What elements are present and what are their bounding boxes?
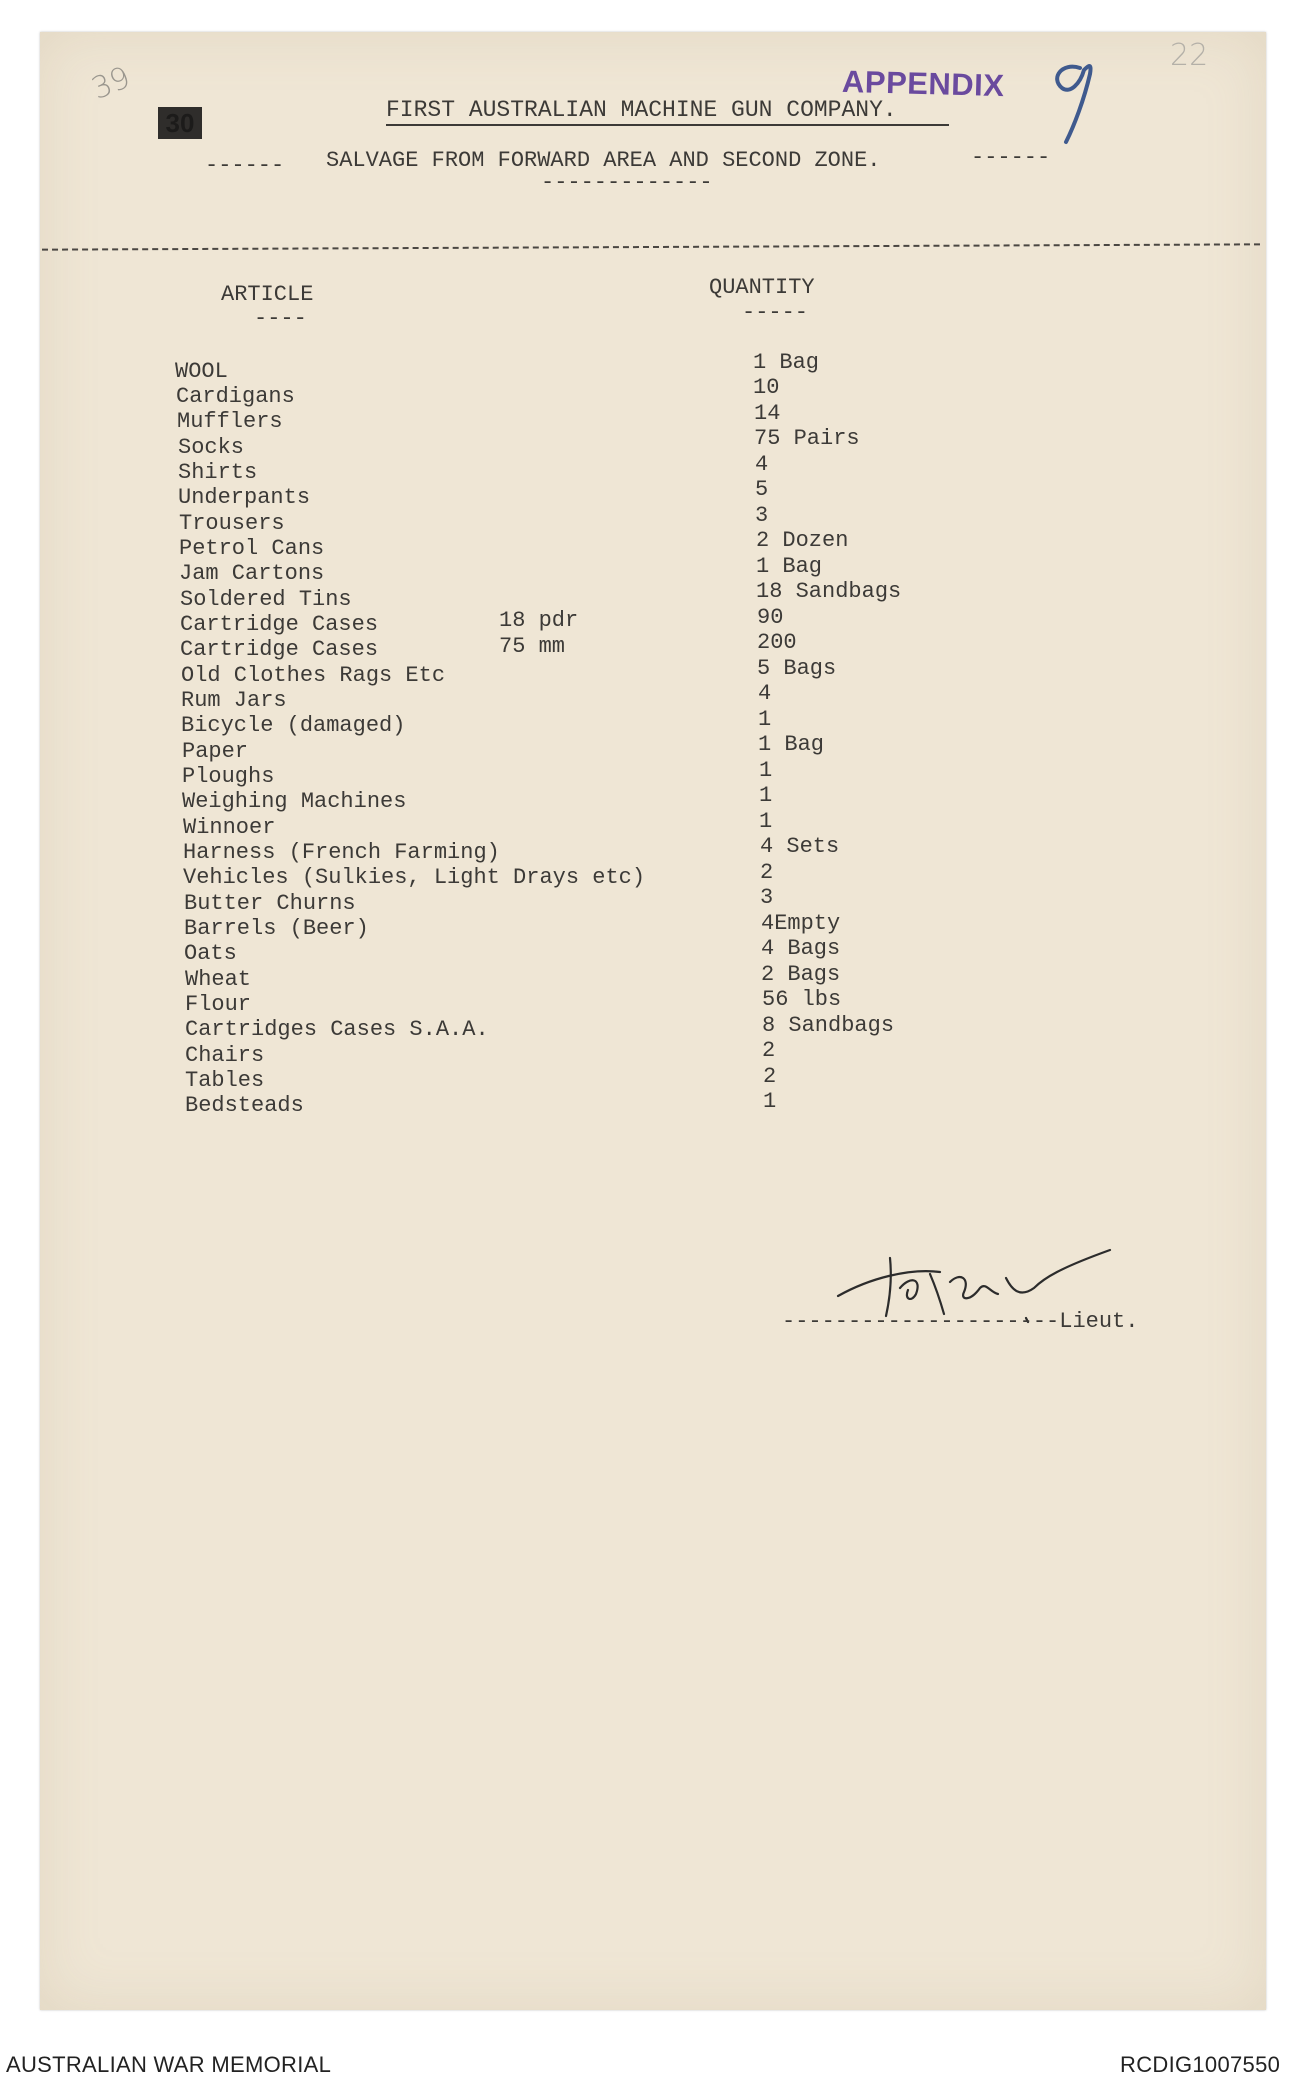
list-item-article: Wheat bbox=[185, 967, 252, 992]
appendix-stamp: APPENDIX bbox=[841, 63, 1005, 104]
list-item-article: Underpants bbox=[178, 485, 311, 510]
list-item-qty: 3 bbox=[755, 503, 769, 528]
list-item-qty: 4 Bags bbox=[761, 936, 841, 961]
folio-number-stamp: 30 bbox=[158, 107, 202, 139]
list-item-article: Socks bbox=[178, 435, 245, 460]
list-item-article: Harness (French Farming) bbox=[183, 840, 500, 865]
list-item-article: Tables bbox=[185, 1068, 265, 1093]
column-header-quantity-underline: ----- bbox=[742, 300, 809, 325]
list-item-qty: 2 Dozen bbox=[756, 528, 849, 553]
list-item-article: Trousers bbox=[179, 511, 285, 536]
list-item-article: Ploughs bbox=[182, 764, 275, 789]
list-item-qty: 1 Bag bbox=[753, 350, 820, 375]
list-item-article: Rum Jars bbox=[181, 688, 287, 713]
list-item-qty: 1 bbox=[759, 783, 773, 808]
list-item-article: Petrol Cans bbox=[179, 536, 325, 561]
list-item-qty: 3 bbox=[760, 885, 774, 910]
list-item-qty: 4 bbox=[755, 452, 769, 477]
list-item-article: Winnoer bbox=[183, 815, 276, 840]
footer-record-id: RCDIG1007550 bbox=[1120, 2052, 1281, 2077]
list-item-article: Chairs bbox=[185, 1043, 265, 1068]
list-item-article: Cardigans bbox=[176, 384, 295, 409]
list-item-article: Bedsteads bbox=[185, 1093, 304, 1118]
column-header-quantity: QUANTITY bbox=[709, 275, 815, 300]
list-item-article: Cartridge Cases bbox=[180, 612, 379, 637]
list-item-qty: 10 bbox=[753, 375, 780, 400]
list-item-article: Oats bbox=[184, 941, 237, 966]
list-item-extra: 18 pdr bbox=[499, 608, 579, 633]
list-item-article: Paper bbox=[182, 739, 249, 764]
list-item-qty: 2 bbox=[763, 1064, 777, 1089]
list-item-article: Jam Cartons bbox=[179, 561, 325, 586]
list-item-article: Vehicles (Sulkies, Light Drays etc) bbox=[183, 865, 646, 890]
list-item-article: Flour bbox=[185, 992, 252, 1017]
signature-line: ---------------------Lieut. bbox=[782, 1309, 1139, 1334]
list-item-article: WOOL bbox=[175, 359, 228, 384]
list-item-qty: 2 Bags bbox=[761, 962, 841, 987]
list-item-article: Mufflers bbox=[177, 409, 283, 434]
list-item-qty: 200 bbox=[757, 630, 797, 655]
list-item-article: Old Clothes Rags Etc bbox=[181, 663, 446, 688]
list-item-article: Weighing Machines bbox=[182, 789, 407, 814]
subtitle-dashes-right: ------ bbox=[971, 145, 1051, 170]
subtitle-dashes-left: ------ bbox=[205, 153, 285, 178]
list-item-qty: 18 Sandbags bbox=[756, 579, 902, 604]
list-item-qty: 90 bbox=[757, 605, 784, 630]
title-underline bbox=[386, 124, 949, 126]
list-item-qty: 4 Sets bbox=[760, 834, 840, 859]
list-item-qty: 1 bbox=[758, 707, 772, 732]
handwritten-appendix-number bbox=[1040, 56, 1100, 151]
list-item-article: Cartridge Cases bbox=[180, 637, 379, 662]
list-item-qty: 5 Bags bbox=[757, 656, 837, 681]
list-item-qty: 14 bbox=[754, 401, 781, 426]
list-item-qty: 5 bbox=[755, 477, 769, 502]
list-item-extra: 75 mm bbox=[499, 634, 566, 659]
list-item-qty: 1 Bag bbox=[756, 554, 823, 579]
document-subtitle: SALVAGE FROM FORWARD AREA AND SECOND ZONE. bbox=[326, 148, 881, 173]
list-item-qty: 1 bbox=[759, 758, 773, 783]
list-item-article: Bicycle (damaged) bbox=[181, 713, 406, 738]
footer-institution: AUSTRALIAN WAR MEMORIAL bbox=[6, 2052, 332, 2077]
list-item-article: Soldered Tins bbox=[180, 587, 352, 612]
list-item-qty: 4 bbox=[758, 681, 772, 706]
list-item-qty: 56 lbs bbox=[762, 987, 842, 1012]
list-item-qty: 2 bbox=[760, 860, 774, 885]
list-item-article: Butter Churns bbox=[184, 891, 356, 916]
subtitle-underline: ------------- bbox=[541, 170, 713, 195]
list-item-qty: 8 Sandbags bbox=[762, 1013, 895, 1038]
column-header-article: ARTICLE bbox=[221, 282, 314, 307]
list-item-qty: 2 bbox=[762, 1038, 776, 1063]
list-item-article: Cartridges Cases S.A.A. bbox=[185, 1017, 489, 1042]
list-item-qty: 1 bbox=[763, 1089, 777, 1114]
pencil-folio-number-right: 22 bbox=[1170, 38, 1209, 73]
list-item-article: Barrels (Beer) bbox=[184, 916, 369, 941]
document-title: FIRST AUSTRALIAN MACHINE GUN COMPANY. bbox=[386, 97, 897, 123]
list-item-qty: 1 Bag bbox=[758, 732, 825, 757]
pencil-folio-number-left: 39 bbox=[86, 60, 136, 107]
list-item-qty: 75 Pairs bbox=[754, 426, 860, 451]
list-item-qty: 1 bbox=[759, 809, 773, 834]
list-item-qty: 4Empty bbox=[761, 911, 841, 936]
list-item-article: Shirts bbox=[178, 460, 258, 485]
column-header-article-underline: ---- bbox=[254, 306, 307, 331]
